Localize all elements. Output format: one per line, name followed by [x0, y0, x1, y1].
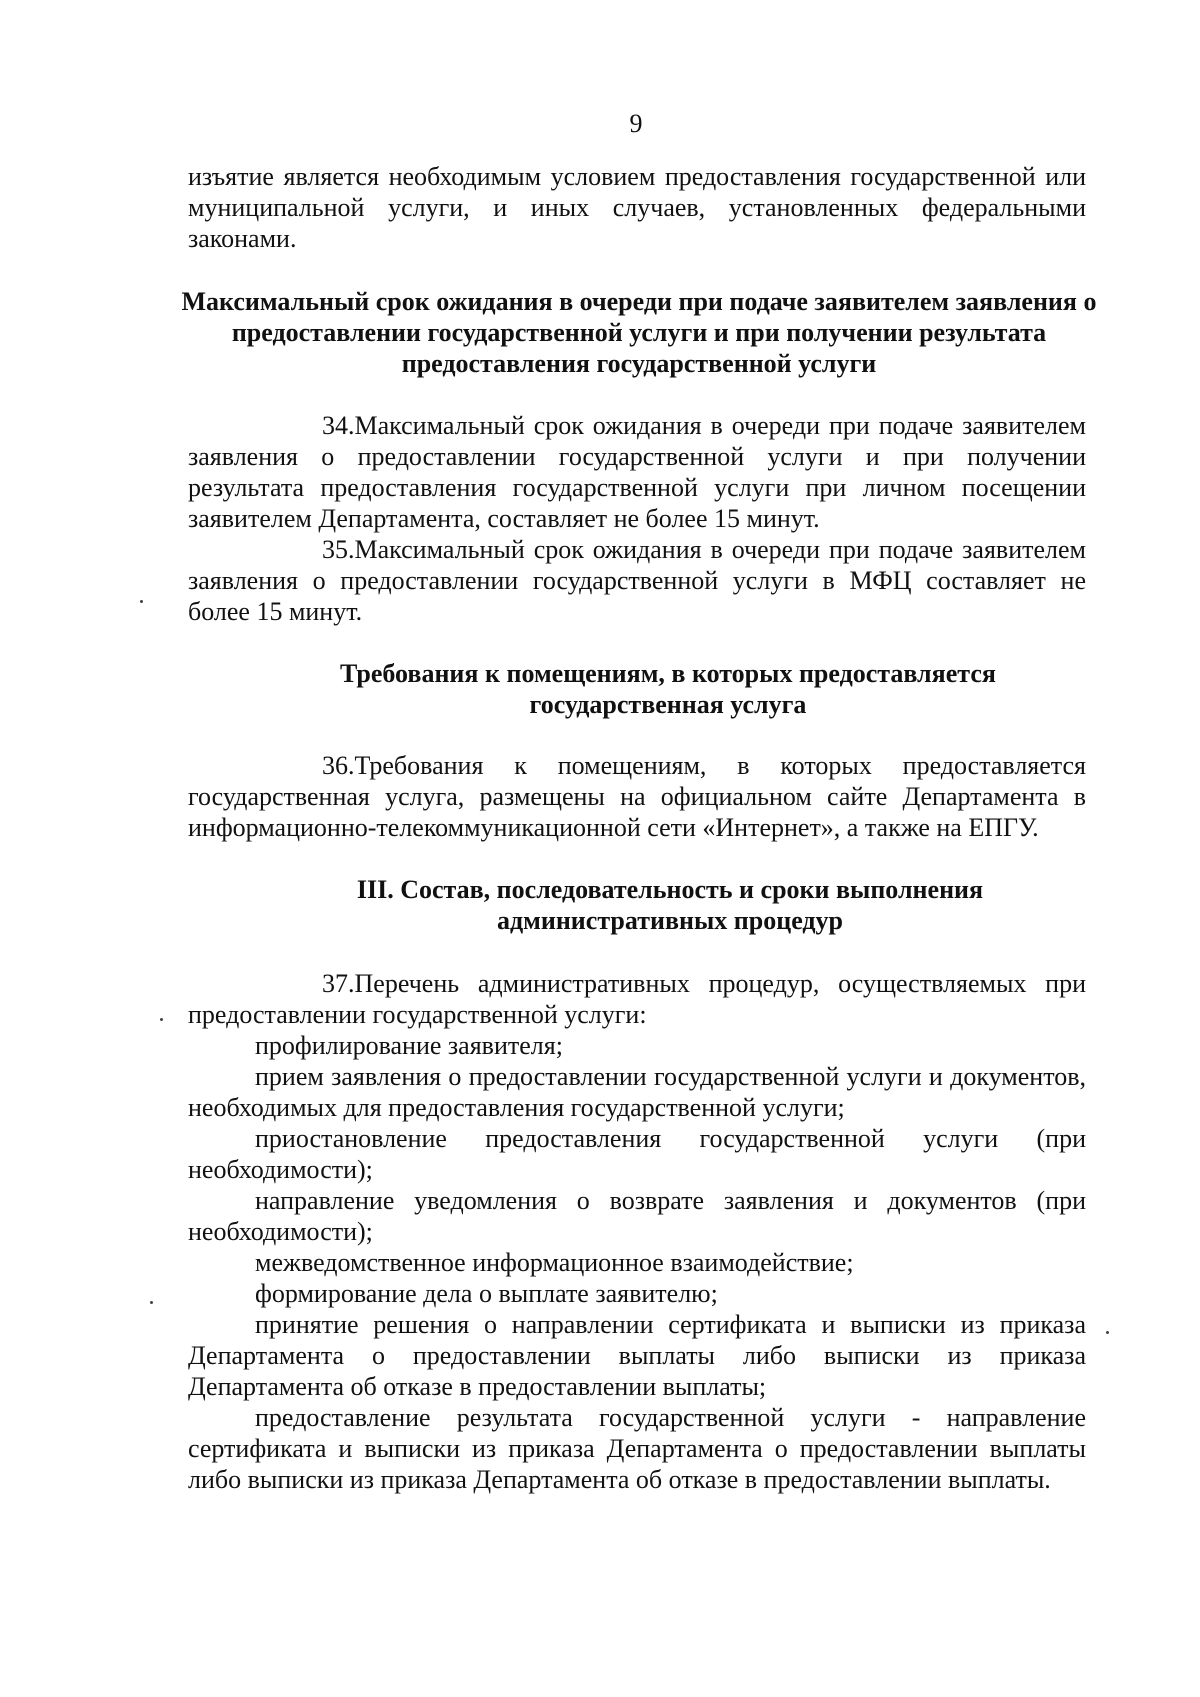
- paragraph-number: 34.: [322, 411, 355, 440]
- section-procedures-body: [188, 968, 1086, 1495]
- scan-speck: [150, 1301, 153, 1304]
- paragraph-35: [188, 534, 1086, 627]
- page-number: 9: [629, 109, 643, 138]
- paragraph-text: Максимальный срок ожидания в очереди при подаче заявителем заявления о предоставлении государственной услуги в МФЦ составляет не более 15 минут.: [188, 535, 1086, 626]
- intro-paragraph: изъятие является необходимым условием предоставления государственной или муниципальной услуги, и иных случаев, установленных федеральными законами.: [188, 162, 1086, 253]
- section-heading-procedures: III. Состав, последовательность и сроки выполнения административных процедур: [356, 875, 984, 935]
- list-item: предоставление результата государственной услуги - направление сертификата и выписки из приказа Департамента о предоставлении выплаты либо выписки из приказа Департамента об отказе в предоставлении выплаты.: [188, 1403, 1086, 1494]
- list-item: направление уведомления о возврате заявления и документов (при необходимости);: [188, 1186, 1086, 1246]
- list-item: прием заявления о предоставлении государственной услуги и документов, необходимых для предоставления государственной услуги;: [188, 1062, 1086, 1122]
- section-premises-body: [188, 750, 1086, 843]
- paragraph-37: [188, 968, 1086, 1030]
- section-heading-premises: Требования к помещениям, в которых предоставляется государственная услуга: [340, 659, 996, 719]
- paragraph-text: Перечень административных процедур, осуществляемых при предоставлении государственной услуги:: [188, 969, 1086, 1029]
- section-heading-queue: Максимальный срок ожидания в очереди при подаче заявителем заявления о предоставлении государственной услуги и при получении результата предоставления государственной услуги: [181, 287, 1097, 378]
- paragraph-34: [188, 410, 1086, 534]
- list-item: принятие решения о направлении сертификата и выписки из приказа Департамента о предоставлении выплаты либо выписки из приказа Департамента об отказе в предоставлении выплаты;: [188, 1310, 1086, 1401]
- list-item: формирование дела о выплате заявителю;: [255, 1279, 718, 1308]
- scan-speck: [1106, 1331, 1109, 1334]
- paragraph-text: Требования к помещениям, в которых предоставляется государственная услуга, размещены на официальном сайте Департамента в информационно-телекоммуникационной сети «Интернет», а также на ЕПГУ.: [188, 751, 1086, 842]
- paragraph-text: Максимальный срок ожидания в очереди при подаче заявителем заявления о предоставлении государственной услуги и при получении результата предоставления государственной услуги при личном посещении заявителем Департамента, составляет не более 15 минут.: [188, 411, 1086, 533]
- paragraph-number: 37.: [322, 969, 355, 998]
- list-item: профилирование заявителя;: [255, 1031, 563, 1060]
- list-item: приостановление предоставления государственной услуги (при необходимости);: [188, 1124, 1086, 1184]
- paragraph-36: [188, 750, 1086, 843]
- paragraph-number: 36.: [322, 751, 355, 780]
- list-item: межведомственное информационное взаимодействие;: [255, 1248, 854, 1277]
- scan-speck: [140, 600, 143, 603]
- scan-speck: [160, 1018, 163, 1021]
- paragraph-number: 35.: [322, 535, 355, 564]
- section-queue-body: [188, 410, 1086, 627]
